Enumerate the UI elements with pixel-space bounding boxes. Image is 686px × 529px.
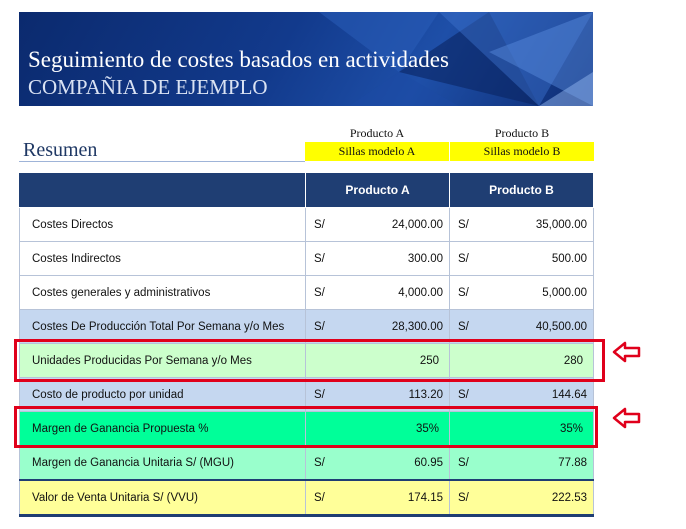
currency-symbol: S/	[314, 388, 325, 401]
table-header-row	[20, 173, 594, 208]
summary-underline	[19, 161, 305, 162]
highlight-box-margin	[14, 406, 598, 448]
product-a-model-cell[interactable]: Sillas modelo A	[305, 142, 449, 161]
product-b-cell[interactable]	[450, 446, 594, 481]
product-a-cell[interactable]	[306, 276, 450, 310]
value: 5,000.00	[542, 286, 587, 299]
arrow-left-icon	[612, 340, 642, 364]
table-row	[20, 480, 594, 516]
value: 113.20	[408, 388, 443, 401]
product-b-label: Producto B	[494, 126, 550, 140]
value: 40,500.00	[535, 320, 587, 333]
value: 4,000.00	[398, 286, 443, 299]
value: 144.64	[551, 388, 587, 401]
row-label[interactable]: Costes generales y administrativos	[20, 276, 306, 310]
value: 280	[563, 354, 583, 367]
product-a-label: Producto A	[349, 126, 405, 140]
table-row	[20, 242, 594, 276]
value: 500.00	[551, 252, 587, 265]
product-a-cell[interactable]	[306, 480, 450, 516]
row-label[interactable]: Margen de Ganancia Propuesta %	[20, 412, 306, 446]
highlight-box-units	[14, 339, 605, 382]
table-row	[20, 276, 594, 310]
product-b-cell[interactable]	[450, 208, 594, 242]
row-label[interactable]: Unidades Producidas Por Semana y/o Mes	[20, 344, 306, 378]
header-cell-product-b: Producto B	[450, 173, 594, 208]
row-label[interactable]: Costes Indirectos	[20, 242, 306, 276]
row-label[interactable]: Valor de Venta Unitaria S/ (VVU)	[20, 480, 306, 516]
currency-symbol: S/	[458, 218, 469, 231]
product-b-cell[interactable]	[450, 242, 594, 276]
currency-symbol: S/	[458, 252, 469, 265]
row-label[interactable]: Costes De Producción Total Por Semana y/o Mes	[20, 310, 306, 344]
currency-symbol: S/	[314, 286, 325, 299]
value: 60.95	[414, 456, 443, 469]
table-row	[20, 446, 594, 481]
value: 300.00	[407, 252, 443, 265]
company-name: COMPAÑIA DE EJEMPLO	[28, 75, 268, 99]
value: 35,000.00	[535, 218, 587, 231]
currency-symbol: S/	[458, 320, 469, 333]
row-label[interactable]: Costes Directos	[20, 208, 306, 242]
header-cell-product-a: Producto A	[306, 173, 450, 208]
value: 28,300.00	[391, 320, 443, 333]
header-banner	[19, 12, 593, 106]
product-a-cell[interactable]	[306, 242, 450, 276]
summary-title: Resumen	[23, 139, 98, 161]
arrow-left-icon	[612, 406, 642, 430]
page-title: Seguimiento de costes basados en actividades	[28, 47, 449, 72]
value: 35%	[415, 422, 439, 435]
currency-symbol: S/	[458, 286, 469, 299]
value: 250	[419, 354, 439, 367]
value: 222.53	[551, 491, 587, 504]
table-row	[20, 208, 594, 242]
currency-symbol: S/	[314, 320, 325, 333]
currency-symbol: S/	[458, 491, 469, 504]
value: 24,000.00	[391, 218, 443, 231]
product-a-cell[interactable]	[306, 208, 450, 242]
currency-symbol: S/	[458, 456, 469, 469]
product-b-cell[interactable]	[450, 276, 594, 310]
currency-symbol: S/	[314, 218, 325, 231]
row-label[interactable]: Costo de producto por unidad	[20, 378, 306, 412]
currency-symbol: S/	[314, 252, 325, 265]
currency-symbol: S/	[458, 388, 469, 401]
currency-symbol: S/	[314, 456, 325, 469]
currency-symbol: S/	[314, 491, 325, 504]
value: 174.15	[407, 491, 443, 504]
product-a-cell[interactable]	[306, 446, 450, 481]
value: 35%	[559, 422, 583, 435]
product-b-cell[interactable]	[450, 480, 594, 516]
value: 77.88	[558, 456, 587, 469]
header-cell-blank	[20, 173, 306, 208]
row-label[interactable]: Margen de Ganancia Unitaria S/ (MGU)	[20, 446, 306, 481]
product-b-model-cell[interactable]: Sillas modelo B	[450, 142, 594, 161]
